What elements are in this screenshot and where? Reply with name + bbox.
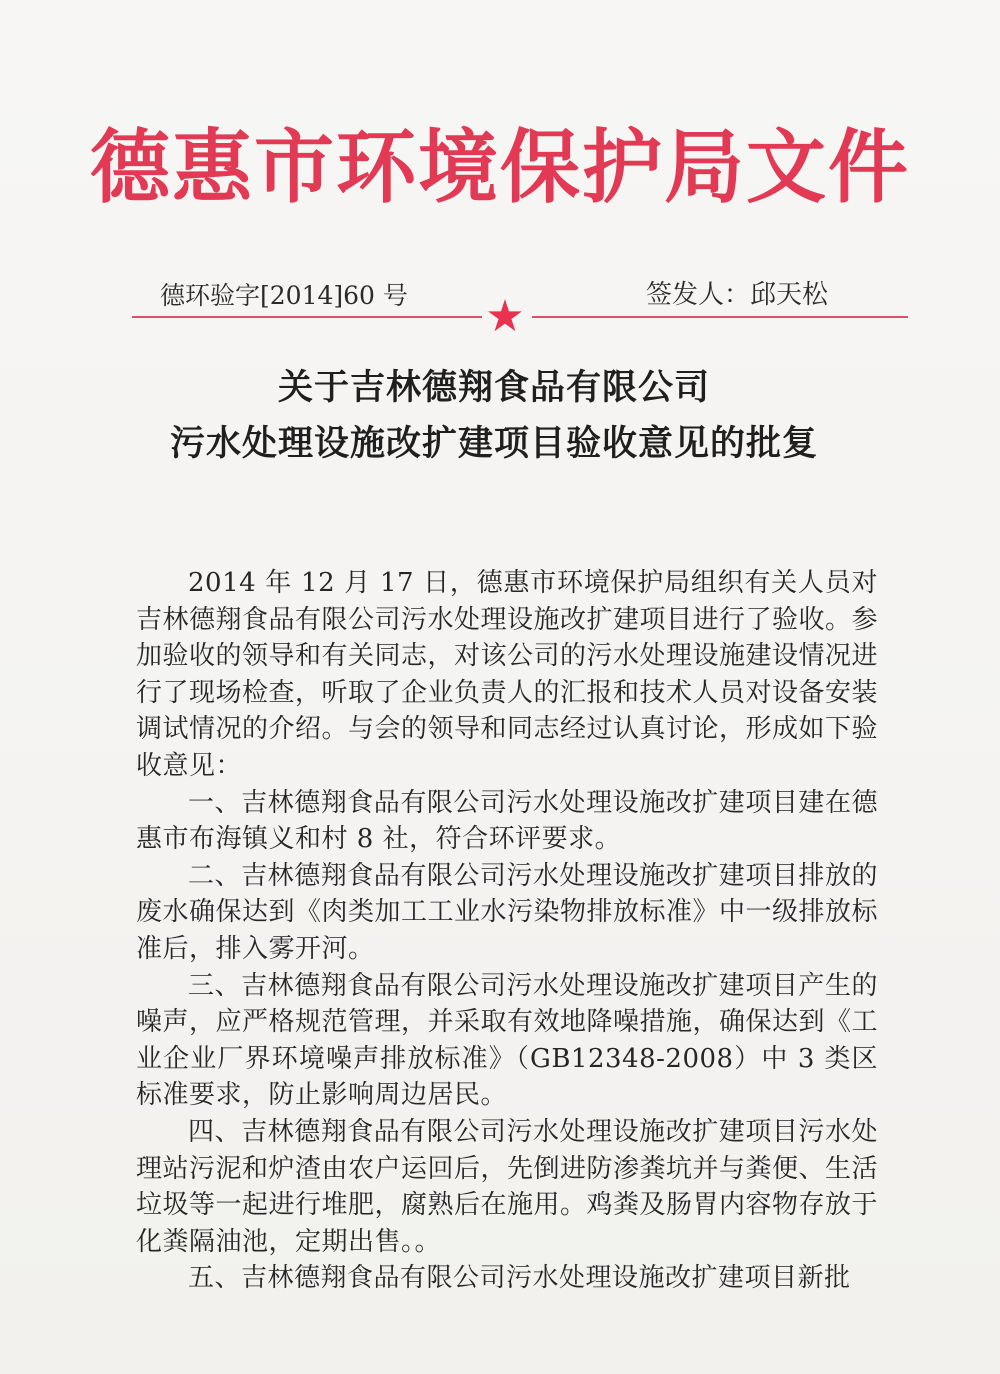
paragraph-item-1: 一、吉林德翔食品有限公司污水处理设施改扩建项目建在德惠市布海镇义和村 8 社，符合环评要求。 bbox=[136, 787, 878, 855]
paragraph-intro: 2014 年 12 月 17 日，德惠市环境保护局组织有关人员对吉林德翔食品有限公司污水处理设施改扩建项目进行了验收。参加验收的领导和有关同志，对该公司的污水处理设施建设情况进行了现场检查，听取了企业负责人的汇报和技术人员对设备安装调试情况的介绍。与会的领导和同志经过认真讨论，形成如下验收意见： bbox=[136, 568, 879, 781]
paragraph-item-2: 二、吉林德翔食品有限公司污水处理设施改扩建项目排放的废水确保达到《肉类加工工业水污染物排放标准》中一级排放标准后，排入雾开河。 bbox=[136, 860, 879, 964]
paragraph-item-4: 四、吉林德翔食品有限公司污水处理设施改扩建项目污水处理站污泥和炉渣由农户运回后，先倒进防渗粪坑并与粪便、生活垃圾等一起进行堆肥，腐熟后在施用。鸡粪及肠胃内容物存放于化粪隔油池，定期出售。。 bbox=[136, 1116, 879, 1257]
document-number: 德环验字[2014]60 号 bbox=[160, 281, 408, 310]
body-text bbox=[136, 565, 878, 1297]
header-title: 德惠市环境保护局文件 bbox=[90, 120, 910, 214]
red-rule-right bbox=[532, 316, 908, 318]
subject-line-1: 关于吉林德翔食品有限公司 bbox=[277, 368, 710, 408]
issuer: 签发人：邱天松 bbox=[645, 280, 828, 310]
subject-line-2: 污水处理设施改扩建项目验收意见的批复 bbox=[169, 424, 818, 464]
paragraph-item-5: 五、吉林德翔食品有限公司污水处理设施改扩建项目新批 bbox=[188, 1263, 851, 1294]
paragraph-item-3: 三、吉林德翔食品有限公司污水处理设施改扩建项目产生的噪声，应严格规范管理，并采取有效地降噪措施，确保达到《工业企业厂界环境噪声排放标准》（GB12348-2008）中 3 类区标准要求，防止影响周边居民。 bbox=[136, 970, 879, 1111]
red-rule-left bbox=[132, 316, 482, 318]
red-star-icon: ★ bbox=[485, 291, 525, 342]
